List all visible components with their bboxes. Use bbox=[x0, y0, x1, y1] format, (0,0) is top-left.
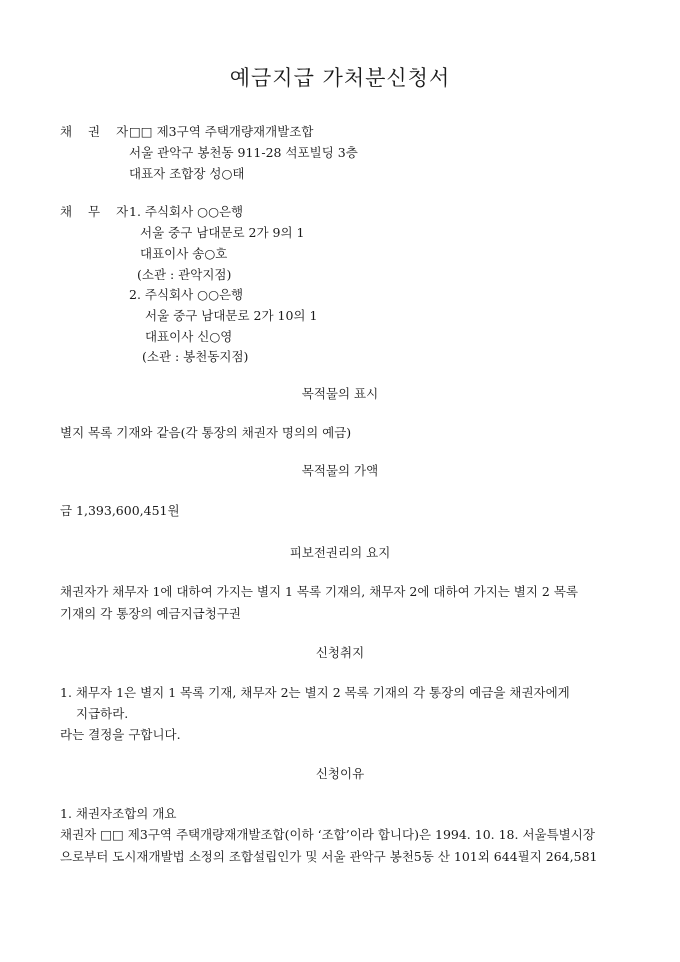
debtor-1-branch: (소관 : 관악지점) bbox=[137, 267, 232, 282]
purpose-line-2: 지급하라. bbox=[76, 706, 129, 721]
purpose-line-1: 1. 채무자 1은 별지 1 목록 기재, 채무자 2는 별지 2 목록 기재의 각 통장의 예금을 채권자에게 bbox=[60, 685, 570, 700]
debtor-label: 채 무 자 bbox=[60, 204, 135, 219]
creditor-address: 서울 관악구 봉천동 911-28 석포빌딩 3층 bbox=[129, 145, 358, 160]
reason-heading: 신청이유 bbox=[315, 766, 365, 781]
object-text: 별지 목록 기재와 같음(각 통장의 채권자 명의의 예금) bbox=[60, 425, 352, 440]
debtor-1-representative: 대표이사 송○호 bbox=[140, 246, 228, 261]
debtor-2-name: 2. 주식회사 ○○은행 bbox=[129, 287, 244, 302]
creditor-name: □□ 제3구역 주택개량재개발조합 bbox=[129, 124, 314, 139]
value-heading: 목적물의 가액 bbox=[301, 463, 379, 478]
creditor-representative: 대표자 조합장 성○태 bbox=[129, 166, 245, 181]
document-title: 예금지급 가처분신청서 bbox=[229, 66, 451, 90]
debtor-2-branch: (소관 : 봉천동지점) bbox=[142, 349, 249, 364]
reason-line-3: 으로부터 도시재개발법 소정의 조합설립인가 및 서울 관악구 봉천5동 산 101외 644필지 264,581 bbox=[60, 849, 598, 864]
value-text: 금 1,393,600,451원 bbox=[60, 503, 180, 518]
purpose-heading: 신청취지 bbox=[315, 645, 365, 660]
debtor-2-address: 서울 중구 남대문로 2가 10의 1 bbox=[145, 308, 318, 323]
right-line-2: 기재의 각 통장의 예금지급청구권 bbox=[60, 606, 241, 621]
reason-line-2: 채권자 □□ 제3구역 주택개량재개발조합(이하 ‘조합’이라 합니다)은 1994. 10. 18. 서울특별시장 bbox=[60, 827, 595, 842]
debtor-2-representative: 대표이사 신○영 bbox=[145, 329, 233, 344]
right-heading: 피보전권리의 요지 bbox=[289, 545, 391, 560]
right-line-1: 채권자가 채무자 1에 대하여 가지는 별지 1 목록 기재의, 채무자 2에 대하여 가지는 별지 2 목록 bbox=[60, 584, 579, 599]
purpose-line-3: 라는 결정을 구합니다. bbox=[60, 727, 181, 742]
object-heading: 목적물의 표시 bbox=[301, 386, 379, 401]
debtor-1-address: 서울 중구 남대문로 2가 9의 1 bbox=[140, 225, 305, 240]
debtor-1-name: 1. 주식회사 ○○은행 bbox=[129, 204, 244, 219]
reason-line-1: 1. 채권자조합의 개요 bbox=[60, 806, 177, 821]
creditor-label: 채 권 자 bbox=[60, 124, 135, 139]
